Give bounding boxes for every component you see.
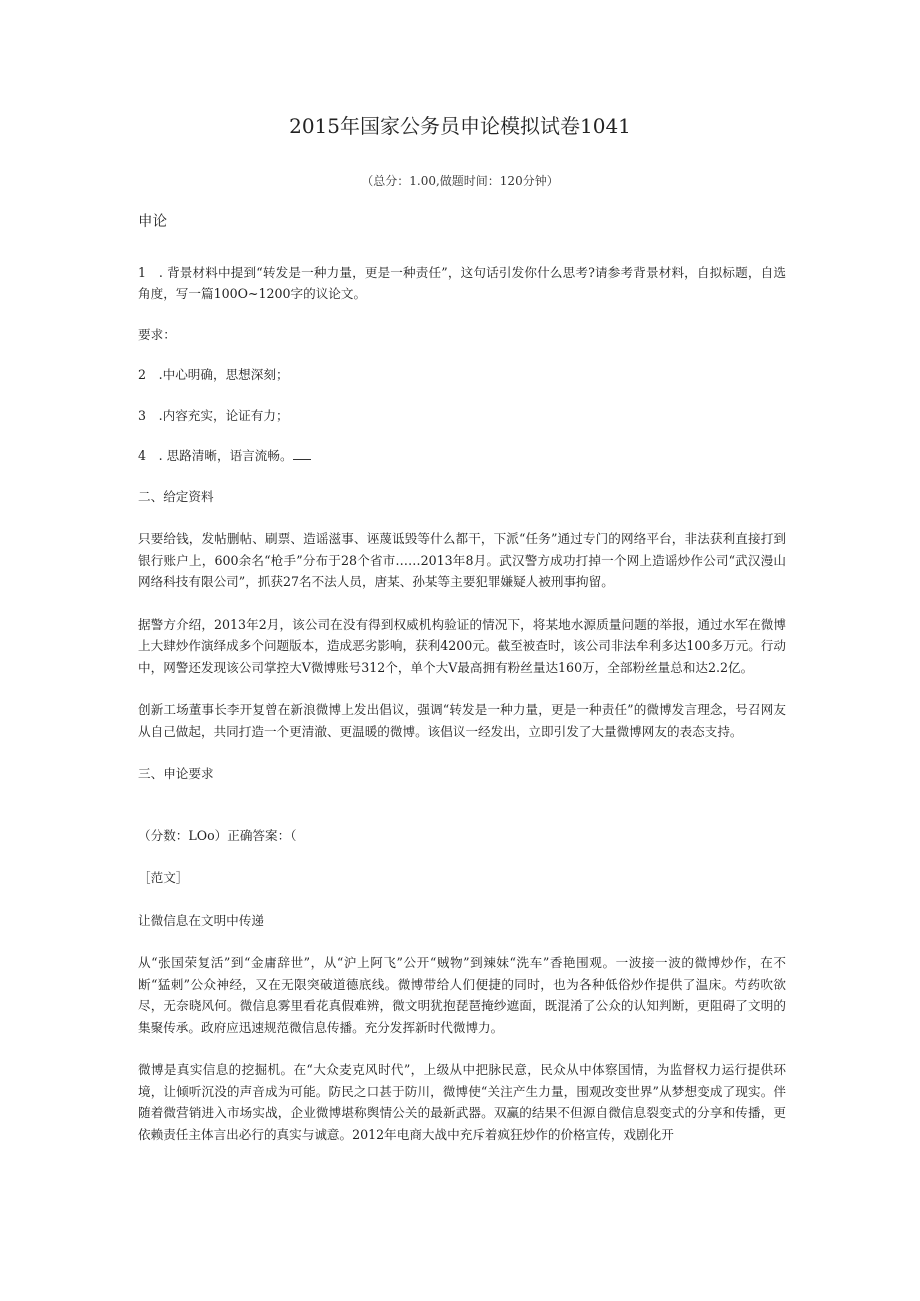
material-paragraph: 创新工场董事长李开复曾在新浪微博上发出倡议，强调“转发是一种力量，更是一种责任”的微博发言理念，号召网友从自己做起，共同打造一个更清澈、更温暖的微博。该倡议一经发出，立即引发了大量微博网友的表态支持。 bbox=[138, 702, 786, 739]
requirement-item-text: 4 . 思路清晰，语言流畅。 bbox=[138, 448, 293, 463]
question-text: 1 . 背景材料中提到“转发是一种力量，更是一种责任”，这句话引发你什么思考?请参考背景材料，自拟标题，自选角度，写一篇100O~1200字的议论文。 bbox=[138, 264, 786, 301]
essay-paragraph: 微博是真实信息的挖掘机。在“大众麦克风时代”，上级从中把脉民意，民众从中体察国情，为监督权力运行提供环境，让倾听沉没的声音成为可能。防民之口甚于防川，微博使“关注产生力量，围观改变世界”从梦想变成了现实。伴随着微营销进入市场实战，企业微博堪称舆情公关的最新武器。双赢的结果不但源自微信息裂变式的分享和传播，更依赖责任主体言出必行的真实与诚意。2012年电商大战中充斥着疯狂炒作的价格宣传，戏剧化开 bbox=[138, 1062, 786, 1142]
fanwen-label: ［范文］ bbox=[138, 870, 189, 885]
requirements-heading: 三、申论要求 bbox=[138, 766, 214, 781]
essay-paragraph: 从“张国荣复活”到“金庸辞世”，从“沪上阿飞”公开“贼物”到辣妹“洗车”香艳围观。一波接一波的微博炒作，在不断“猛刺”公众神经，又在无限突破道德底线。微博带给人们便捷的同时，也为各种低俗炒作提供了温床。芍药吹欲尽，无奈晓风何。微信息雾里看花真假难辨，微文明犹抱琵琶掩纱遮面，既混淆了公众的认知判断，更阻碍了文明的集聚传承。政府应迅速规范微信息传播。充分发挥新时代微博力。 bbox=[138, 955, 786, 1035]
requirement-item: 2 .中心明确，思想深刻； bbox=[138, 367, 289, 382]
material-paragraph: 据警方介绍，2013年2月，该公司在没有得到权威机构验证的情况下，将某地水源质量问题的举报，通过水军在微博上大肆炒作演绎成多个问题版本，造成恶劣影响，获利4200元。截至被查时，该公司非法牟利多达100多万元。行动中，网警还发现该公司掌控大V微博账号312个，单个大V最高拥有粉丝量达160万，全部粉丝量总和达2.2亿。 bbox=[138, 616, 786, 675]
document-body bbox=[138, 212, 786, 1145]
requirements-label: 要求： bbox=[138, 326, 176, 342]
document-title: 2015年国家公务员申论模拟试卷1041 bbox=[289, 114, 631, 138]
essay-title: 让微信息在文明中传递 bbox=[138, 912, 264, 928]
blank-underline bbox=[293, 447, 311, 460]
section-heading: 申论 bbox=[138, 214, 167, 230]
material-paragraph: 只要给钱，发帖删帖、刷票、造谣滋事、诬蔑诋毁等什么都干，下派“任务”通过专门的网络平台，非法获利直接打到银行账户上，600余名“枪手”分布于28个省市……2013年8月。武汉警方成功打掉一个网上造谣炒作公司“武汉漫山网络科技有限公司”，抓获27名不法人员，唐某、孙某等主要犯罪嫌疑人被刑事拘留。 bbox=[138, 531, 786, 589]
materials-heading: 二、给定资料 bbox=[138, 488, 214, 504]
document-subtitle: （总分：1.00,做题时间：120分钟） bbox=[361, 174, 559, 188]
requirement-item-last bbox=[138, 445, 786, 467]
requirement-item: 3 .内容充实，论证有力； bbox=[138, 407, 289, 423]
score-line: （分数：LOo）正确答案：（ bbox=[138, 827, 297, 843]
